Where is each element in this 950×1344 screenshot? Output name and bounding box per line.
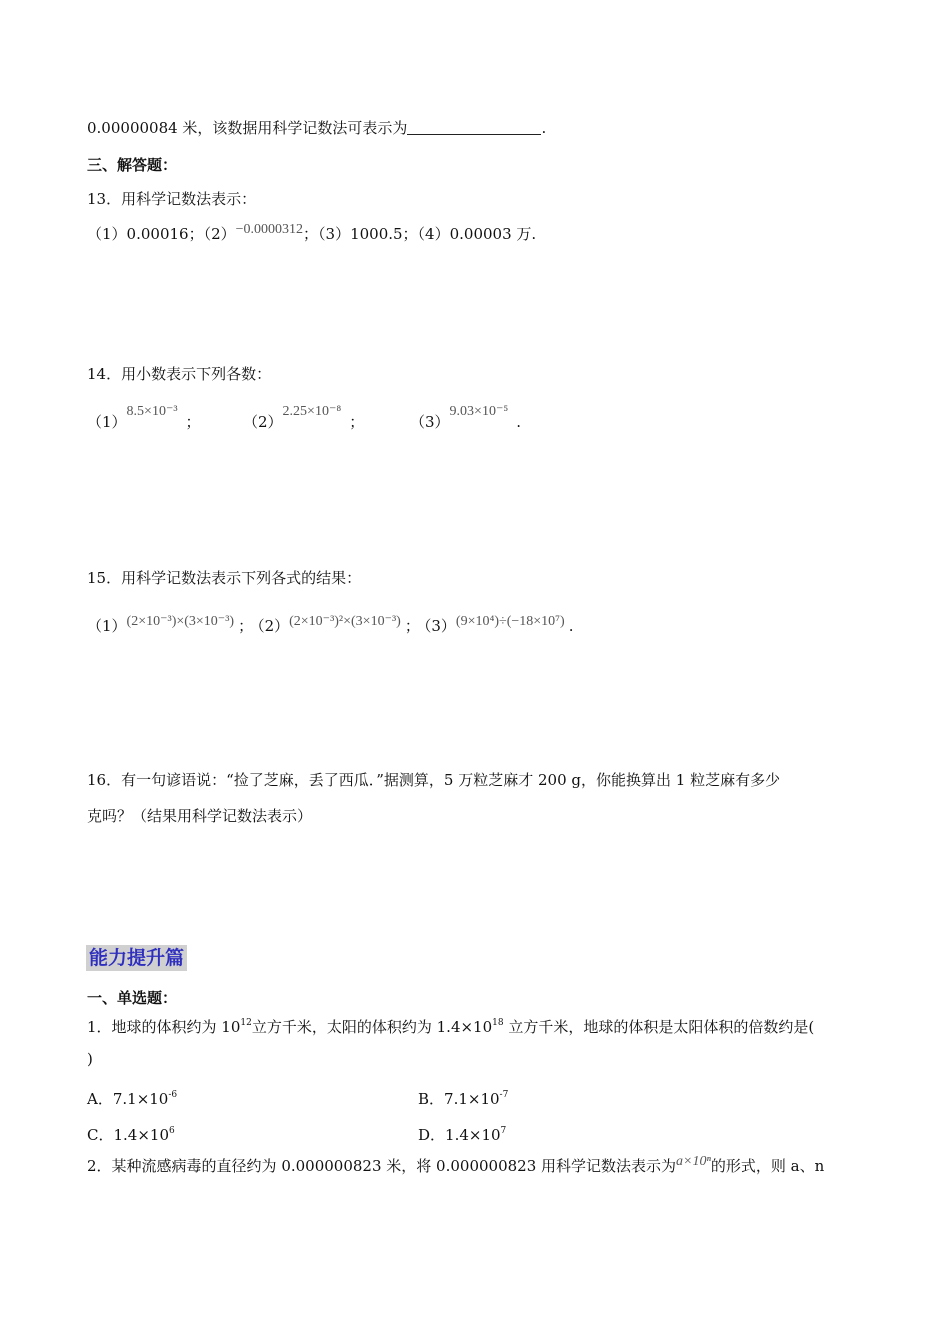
mc2-text-b: 的形式，则 a、n [710,1157,825,1175]
q12-end: . [541,119,547,137]
mc2-math: a×10ⁿ [676,1154,711,1169]
q13-part1: （1）0.00016；（2） [87,225,236,243]
q15-item-3-end: . [568,617,574,635]
mc1-option-b-exp: -7 [499,1090,509,1100]
q15-item-3-math: (9×10⁴)÷(−18×10⁷) [455,614,565,629]
q14-item-1-math: 8.5×10⁻³ [126,404,178,419]
mc1-option-d-exp: 7 [500,1126,507,1136]
mc1-option-c[interactable] [87,1121,175,1145]
mc1-option-a-label: A．7.1×10 [87,1090,169,1108]
q14-item-2 [243,404,365,434]
mc1-option-c-label: C．1.4×10 [87,1126,169,1144]
mc1-option-d[interactable] [418,1121,506,1145]
answer-blank[interactable] [407,120,541,135]
q14-item-2-math: 2.25×10⁻⁸ [282,404,342,419]
q14-stem: 14．用小数表示下列各数： [87,365,272,383]
q15-item-2-math: (2×10⁻³)²×(3×10⁻³) [289,614,401,629]
q16-line-1: 16．有一句谚语说：“捡了芝麻，丢了西瓜．”据测算，5 万粒芝麻才 200 g，你能换算出 1 粒芝麻有多少 [87,771,781,789]
q13-stem: 13．用科学记数法表示： [87,190,257,208]
q13-math: −0.0000312 [235,222,304,237]
mc1-stem [87,1013,814,1037]
mc1-text-a: 1．地球的体积约为 10 [87,1018,241,1036]
q12-tail [87,118,546,138]
q15-stem: 15．用科学记数法表示下列各式的结果： [87,569,362,587]
section-heading-single-choice: 一、单选题： [87,989,178,1007]
q14-item-1-end: ； [185,413,201,431]
mc1-exp-2: 18 [492,1018,504,1028]
mc1-option-d-label: D．1.4×10 [418,1126,501,1144]
q15-items [87,616,573,638]
q15-item-2-label: （2） [257,617,290,635]
mc1-option-a[interactable] [87,1085,177,1109]
mc1-text-b: 立方千米，太阳的体积约为 1.4×10 [251,1018,493,1036]
q14-item-3-label: （3） [410,413,450,431]
q15-item-3-label: （3） [423,617,456,635]
q14-item-3-math: 9.03×10⁻⁵ [449,404,509,419]
q14-item-1-label: （1） [87,413,127,431]
section-heading-answers: 三、解答题： [87,156,178,174]
q15-item-1-label: （1） [87,617,127,635]
q15-item-1-math: (2×10⁻³)×(3×10⁻³) [126,614,235,629]
mc1-stem-close: ) [87,1050,93,1068]
section-banner: 能力提升篇 [86,945,187,971]
mc1-exp-1: 12 [240,1018,252,1028]
mc1-option-a-exp: -6 [168,1090,178,1100]
q13-part2: ；（3）1000.5；（4）0.00003 万. [303,225,537,243]
q14-item-1 [87,404,201,434]
q14-item-3 [410,404,521,434]
q12-text: 0.00000084 米，该数据用科学记数法可表示为 [87,119,408,137]
q14-item-2-end: ； [349,413,365,431]
q14-item-2-label: （2） [243,413,283,431]
mc1-option-b[interactable] [418,1085,508,1109]
mc1-option-c-exp: 6 [169,1126,175,1136]
mc1-text-c: 立方千米，地球的体积是太阳体积的倍数约是( [503,1018,815,1036]
q16-line-2: 克吗？（结果用科学记数法表示） [87,807,313,825]
q14-item-3-end: . [516,413,521,431]
q15-item-1-end: ； [238,617,254,635]
mc2-stem [87,1156,824,1178]
q13-parts [87,224,536,246]
mc1-option-b-label: B．7.1×10 [418,1090,500,1108]
q15-item-2-end: ； [404,617,420,635]
mc2-text-a: 2．某种流感病毒的直径约为 0.000000823 米，将 0.000000823 用科学记数法表示为 [87,1157,677,1175]
